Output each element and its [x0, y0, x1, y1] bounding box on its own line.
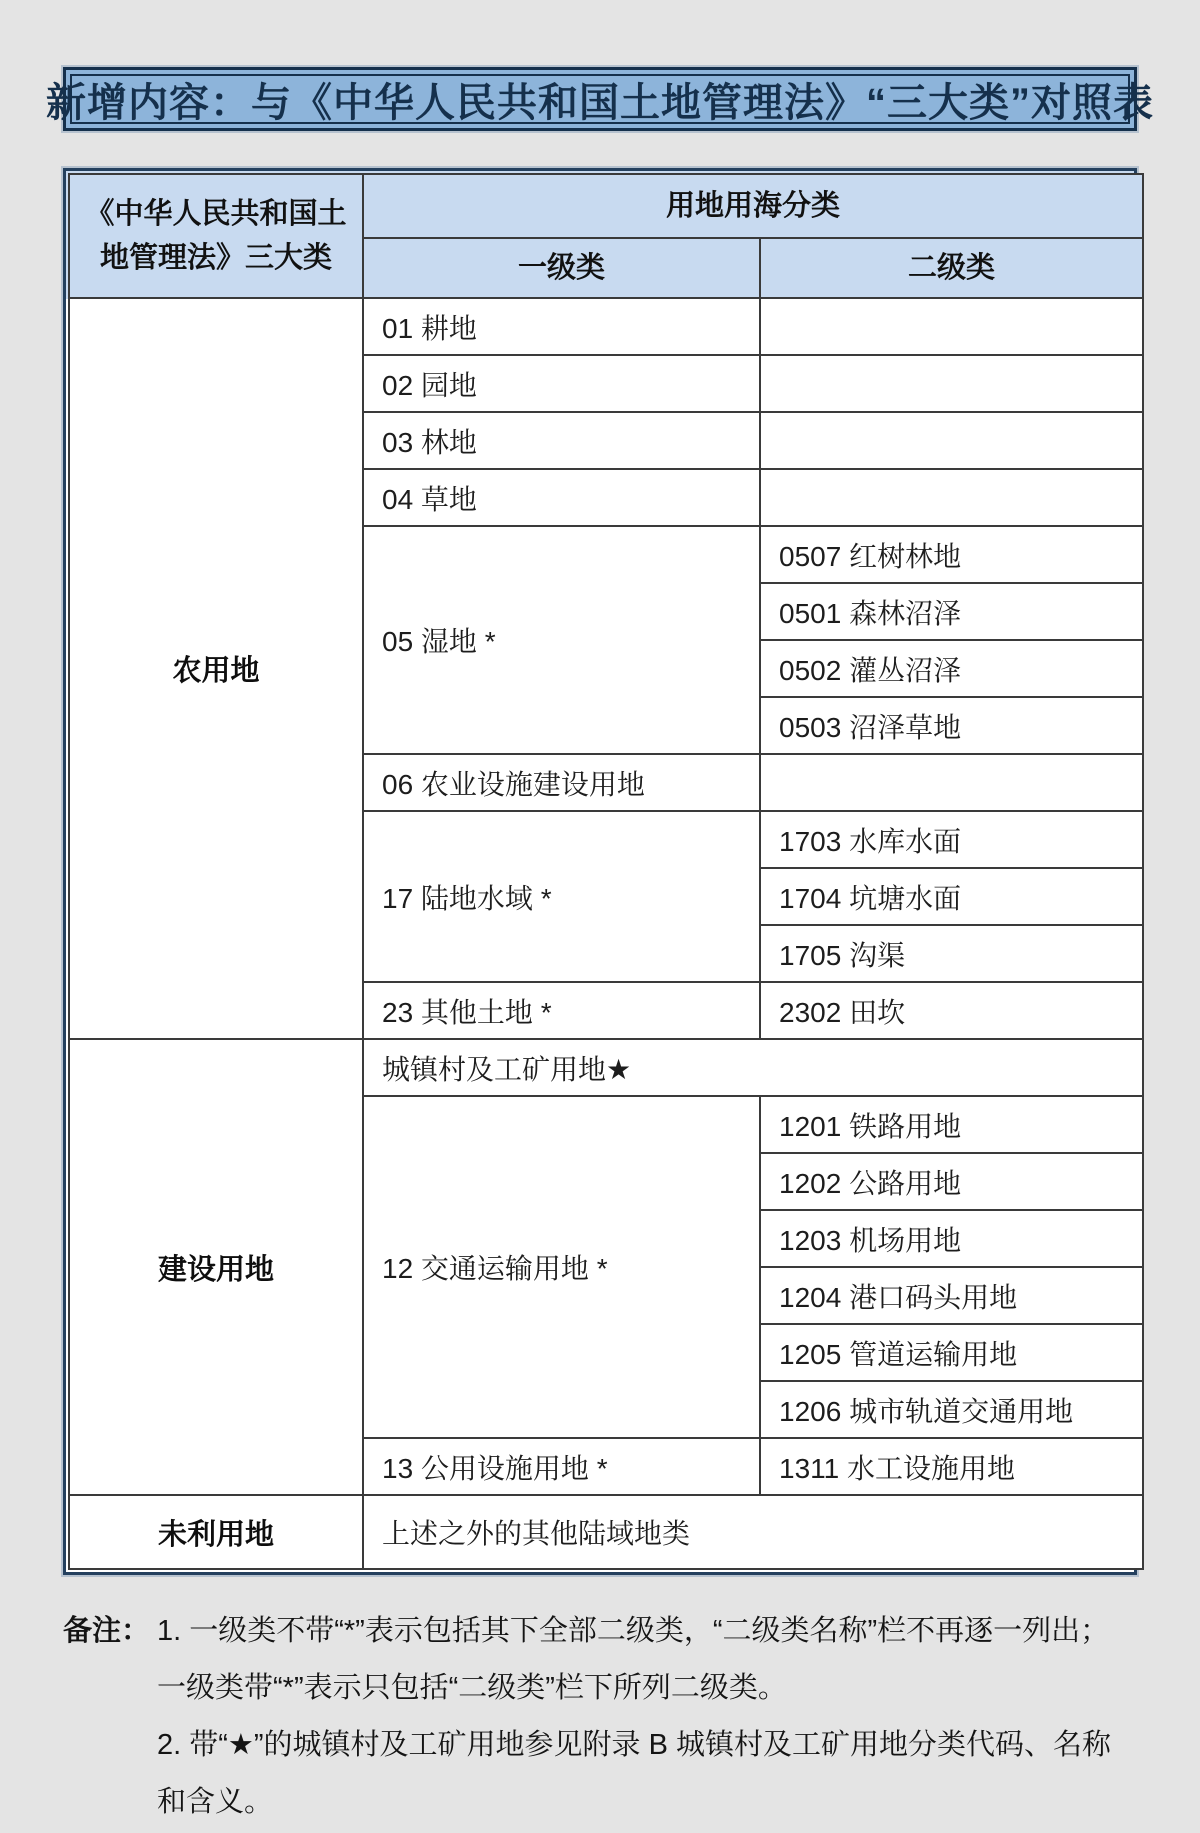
primary-cell: 01 耕地 [363, 298, 760, 355]
table-row [69, 1495, 1143, 1569]
primary-cell: 13 公用设施用地 * [363, 1438, 760, 1495]
title-bar [46, 67, 1154, 131]
secondary-cell: 1202 公路用地 [760, 1153, 1143, 1210]
secondary-cell: 1205 管道运输用地 [760, 1324, 1143, 1381]
secondary-cell: 0503 沼泽草地 [760, 697, 1143, 754]
secondary-cell: 1206 城市轨道交通用地 [760, 1381, 1143, 1438]
note-line: 一级类带“*”表示只包括“二级类”栏下所列二级类。 [157, 1672, 787, 1704]
secondary-cell-empty [760, 355, 1143, 412]
primary-cell: 23 其他土地 * [363, 982, 760, 1039]
primary-cell: 03 林地 [363, 412, 760, 469]
notes-block [63, 1603, 1137, 1831]
note-line: 和含义。 [157, 1786, 274, 1818]
category-cell-construction: 建设用地 [69, 1039, 363, 1495]
secondary-cell: 2302 田坎 [760, 982, 1143, 1039]
secondary-cell: 1311 水工设施用地 [760, 1438, 1143, 1495]
secondary-cell: 1204 港口码头用地 [760, 1267, 1143, 1324]
secondary-cell-empty [760, 469, 1143, 526]
note-line: 1. 一级类不带“*”表示包括其下全部二级类，“二级类名称”栏不再逐一列出； [157, 1615, 1110, 1647]
table-row [69, 1039, 1143, 1096]
secondary-cell-empty [760, 754, 1143, 811]
primary-cell: 05 湿地 * [363, 526, 760, 754]
comparison-table [63, 168, 1137, 1575]
secondary-cell-empty [760, 298, 1143, 355]
header-secondary-class: 二级类 [760, 238, 1143, 298]
land-use-table [68, 173, 1144, 1570]
secondary-cell: 1201 铁路用地 [760, 1096, 1143, 1153]
primary-cell: 17 陆地水域 * [363, 811, 760, 982]
secondary-cell: 1704 坑塘水面 [760, 868, 1143, 925]
header-left-column: 《中华人民共和国土地管理法》三大类 [69, 174, 363, 298]
category-cell-agricultural: 农用地 [69, 298, 363, 1039]
merged-primary-cell: 上述之外的其他陆域地类 [363, 1495, 1143, 1569]
table-row [69, 298, 1143, 355]
notes-label: 备注： [63, 1615, 151, 1647]
secondary-cell: 0502 灌丛沼泽 [760, 640, 1143, 697]
secondary-cell: 1203 机场用地 [760, 1210, 1143, 1267]
notes-body [157, 1603, 1137, 1831]
category-cell-unused: 未利用地 [69, 1495, 363, 1569]
primary-cell: 12 交通运输用地 * [363, 1096, 760, 1438]
merged-primary-cell: 城镇村及工矿用地★ [363, 1039, 1143, 1096]
primary-cell: 02 园地 [363, 355, 760, 412]
secondary-cell: 1703 水库水面 [760, 811, 1143, 868]
secondary-cell: 0501 森林沼泽 [760, 583, 1143, 640]
primary-cell: 06 农业设施建设用地 [363, 754, 760, 811]
note-line: 2. 带“★”的城镇村及工矿用地参见附录 B 城镇村及工矿用地分类代码、名称 [157, 1729, 1112, 1761]
page-title: 新增内容：与《中华人民共和国土地管理法》“三大类”对照表 [46, 80, 1154, 125]
header-primary-class: 一级类 [363, 238, 760, 298]
secondary-cell-empty [760, 412, 1143, 469]
primary-cell: 04 草地 [363, 469, 760, 526]
header-group: 用地用海分类 [363, 174, 1143, 238]
secondary-cell: 0507 红树林地 [760, 526, 1143, 583]
document-page [46, 0, 1154, 1831]
secondary-cell: 1705 沟渠 [760, 925, 1143, 982]
